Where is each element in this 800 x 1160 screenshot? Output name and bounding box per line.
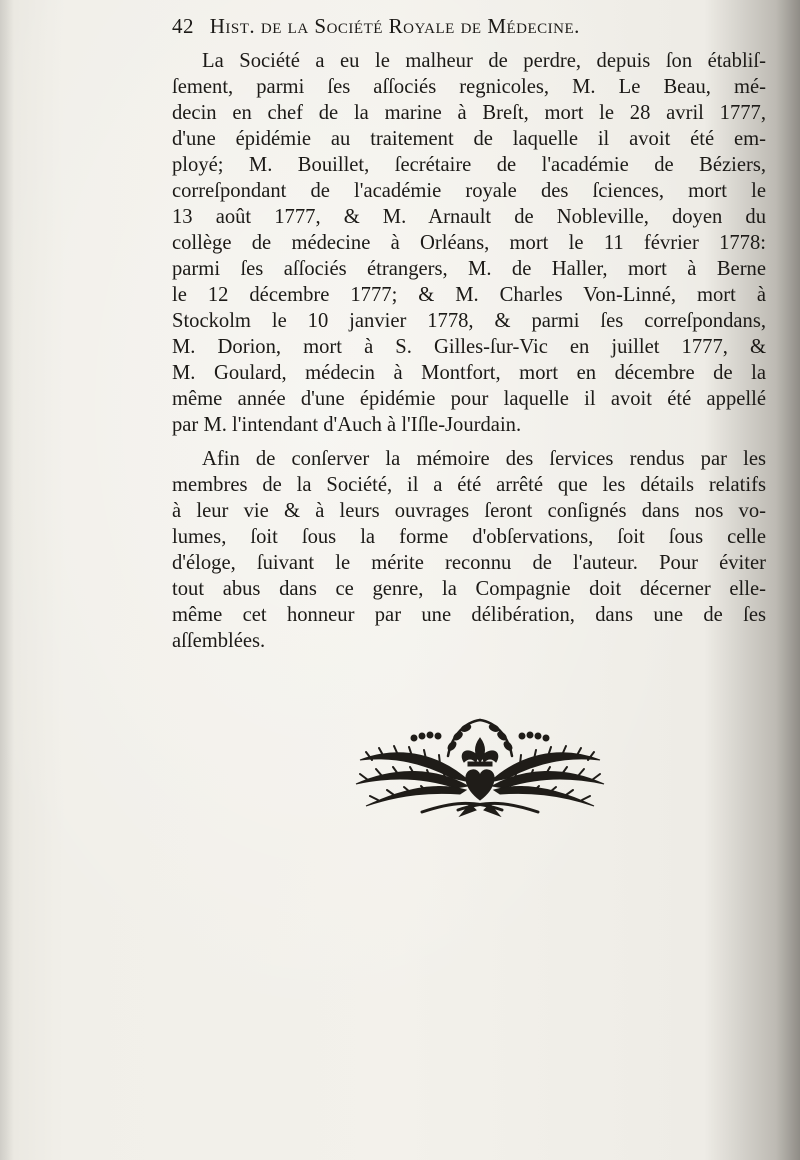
text-line: ployé; M. Bouillet, ſecrétaire de l'académie de Béziers, — [172, 154, 766, 176]
text-line: M. Goulard, médecin à Montfort, mort en décembre de la — [172, 362, 766, 384]
text-line: M. Dorion, mort à S. Gilles-ſur-Vic en juillet 1777, & — [172, 336, 766, 358]
text-line: decin en chef de la marine à Breſt, mort le 28 avril 1777, — [172, 102, 766, 124]
body-text — [172, 48, 766, 654]
text-line: collège de médecine à Orléans, mort le 11 février 1778: — [172, 232, 766, 254]
paragraph-deaths — [172, 48, 766, 438]
fleuron-lily-and-palms-icon — [352, 716, 608, 820]
text-line: Stockolm le 10 janvier 1778, & parmi ſes correſpondans, — [172, 310, 766, 332]
text-line: parmi ſes aſſociés étrangers, M. de Haller, mort à Berne — [172, 258, 766, 280]
text-line: d'éloge, ſuivant le mérite reconnu de l'auteur. Pour éviter — [172, 552, 766, 574]
text-line: même année d'une épidémie pour laquelle il avoit été appellé — [172, 388, 766, 410]
text-line: lumes, ſoit ſous la forme d'obſervations, ſoit ſous celle — [172, 526, 766, 548]
paragraph-memorial — [172, 446, 766, 654]
text-line: le 12 décembre 1777; & M. Charles Von-Linné, mort à — [172, 284, 766, 306]
header-title-part1: Hist. de la — [209, 14, 315, 38]
text-line: à leur vie & à leurs ouvrages ſeront conſignés dans nos vo- — [172, 500, 766, 522]
text-line: aſſemblées. — [172, 630, 266, 652]
header-title-part2: Société Royale de Médecine. — [314, 14, 580, 38]
text-line: d'une épidémie au traitement de laquelle il avoit été em- — [172, 128, 766, 150]
page-gutter-shadow — [0, 0, 14, 1160]
text-line: Afin de conſerver la mémoire des ſervices rendus par les — [202, 448, 766, 470]
text-line: La Société a eu le malheur de perdre, depuis ſon établiſ- — [202, 50, 766, 72]
text-line: correſpondant de l'académie royale des ſciences, mort le — [172, 180, 766, 202]
text-line: ſement, parmi ſes aſſociés regnicoles, M. Le Beau, mé- — [172, 76, 766, 98]
text-line: même cet honneur par une délibération, dans une de ſes — [172, 604, 766, 626]
running-header — [172, 14, 772, 39]
text-line: tout abus dans ce genre, la Compagnie doit décerner elle- — [172, 578, 766, 600]
text-line: 13 août 1777, & M. Arnault de Nobleville, doyen du — [172, 206, 766, 228]
text-line: par M. l'intendant d'Auch à l'Iſle-Jourdain. — [172, 414, 522, 436]
page-number: 42 — [172, 14, 194, 38]
text-line: membres de la Société, il a été arrêté que les détails relatifs — [172, 474, 766, 496]
